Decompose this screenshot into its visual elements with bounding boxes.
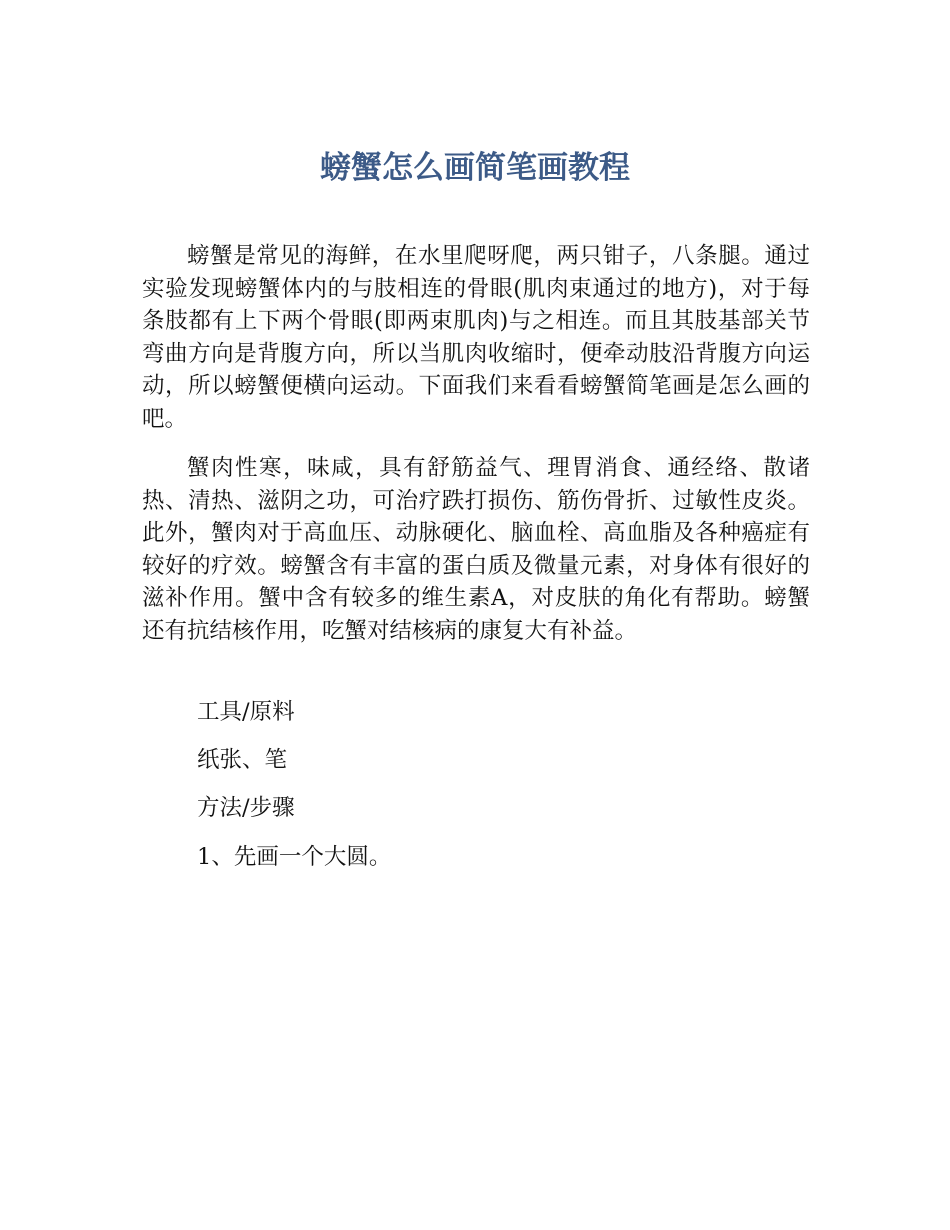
nutrition-paragraph: 蟹肉性寒，味咸，具有舒筋益气、理胃消食、通经络、散诸热、清热、滋阴之功，可治疗跌打损伤、筋伤骨折、过敏性皮炎。此外，蟹肉对于高血压、动脉硬化、脑血栓、高血脂及各种癌症有较好的疗效。螃蟹含有丰富的蛋白质及微量元素，对身体有很好的滋补作用。蟹中含有较多的维生素A，对皮肤的角化有帮助。螃蟹还有抗结核作用，吃蟹对结核病的康复大有补益。	[142, 455, 810, 644]
tools-list: 纸张、笔	[197, 747, 288, 773]
intro-paragraph: 螃蟹是常见的海鲜，在水里爬呀爬，两只钳子，八条腿。通过实验发现螃蟹体内的与肢相连的骨眼(肌肉束通过的地方)，对于每条肢都有上下两个骨眼(即两束肌肉)与之相连。而且其肢基部关节弯曲方向是背腹方向，所以当肌肉收缩时，便牵动肢沿背腹方向运动，所以螃蟹便横向运动。下面我们来看看螃蟹简笔画是怎么画的吧。	[142, 243, 810, 432]
step-item: 1、先画一个大圆。	[197, 844, 392, 870]
method-heading: 方法/步骤	[197, 795, 295, 821]
tools-heading: 工具/原料	[197, 699, 295, 725]
page-title: 螃蟹怎么画简笔画教程	[320, 150, 630, 186]
